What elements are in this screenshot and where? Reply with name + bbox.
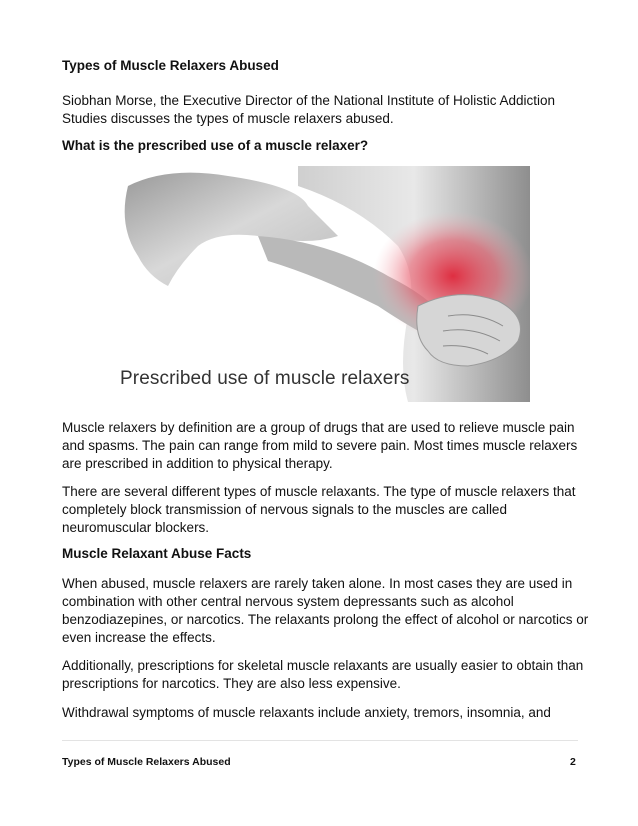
back-pain-illustration: [108, 166, 530, 402]
footer-title: Types of Muscle Relaxers Abused: [62, 756, 231, 768]
section-question-heading: What is the prescribed use of a muscle relaxer?: [62, 138, 369, 153]
document-title: Types of Muscle Relaxers Abused: [62, 58, 279, 73]
page-number: 2: [570, 756, 576, 768]
figure-caption: Prescribed use of muscle relaxers: [120, 368, 410, 389]
paragraph-prescriptions: Additionally, prescriptions for skeletal muscle relaxants are usually easier to obtain than prescriptions for narcotics. They are also less expensive.: [62, 658, 584, 691]
back-pain-photo: [108, 166, 530, 402]
section-abuse-facts-heading: Muscle Relaxant Abuse Facts: [62, 546, 252, 561]
paragraph-types: There are several different types of muscle relaxants. The type of muscle relaxers that completely block transmission of nervous signals to the muscles are called neuromuscular blockers.: [62, 484, 576, 535]
footer-divider: [62, 740, 578, 741]
paragraph-definition: Muscle relaxers by definition are a group of drugs that are used to relieve muscle pain and spasms. The pain can range from mild to severe pain. Most times muscle relaxers are prescribed in addition to physical therapy.: [62, 420, 578, 471]
paragraph-withdrawal: Withdrawal symptoms of muscle relaxants include anxiety, tremors, insomnia, and: [62, 705, 551, 720]
intro-paragraph: Siobhan Morse, the Executive Director of the National Institute of Holistic Addiction Studies discusses the types of muscle relaxers abused.: [62, 93, 556, 126]
paragraph-abuse: When abused, muscle relaxers are rarely taken alone. In most cases they are used in combination with other central nervous system depressants such as alcohol benzodiazepines, or narcotics. The relaxants prolong the effect of alcohol or narcotics or even increase the effects.: [62, 576, 589, 645]
